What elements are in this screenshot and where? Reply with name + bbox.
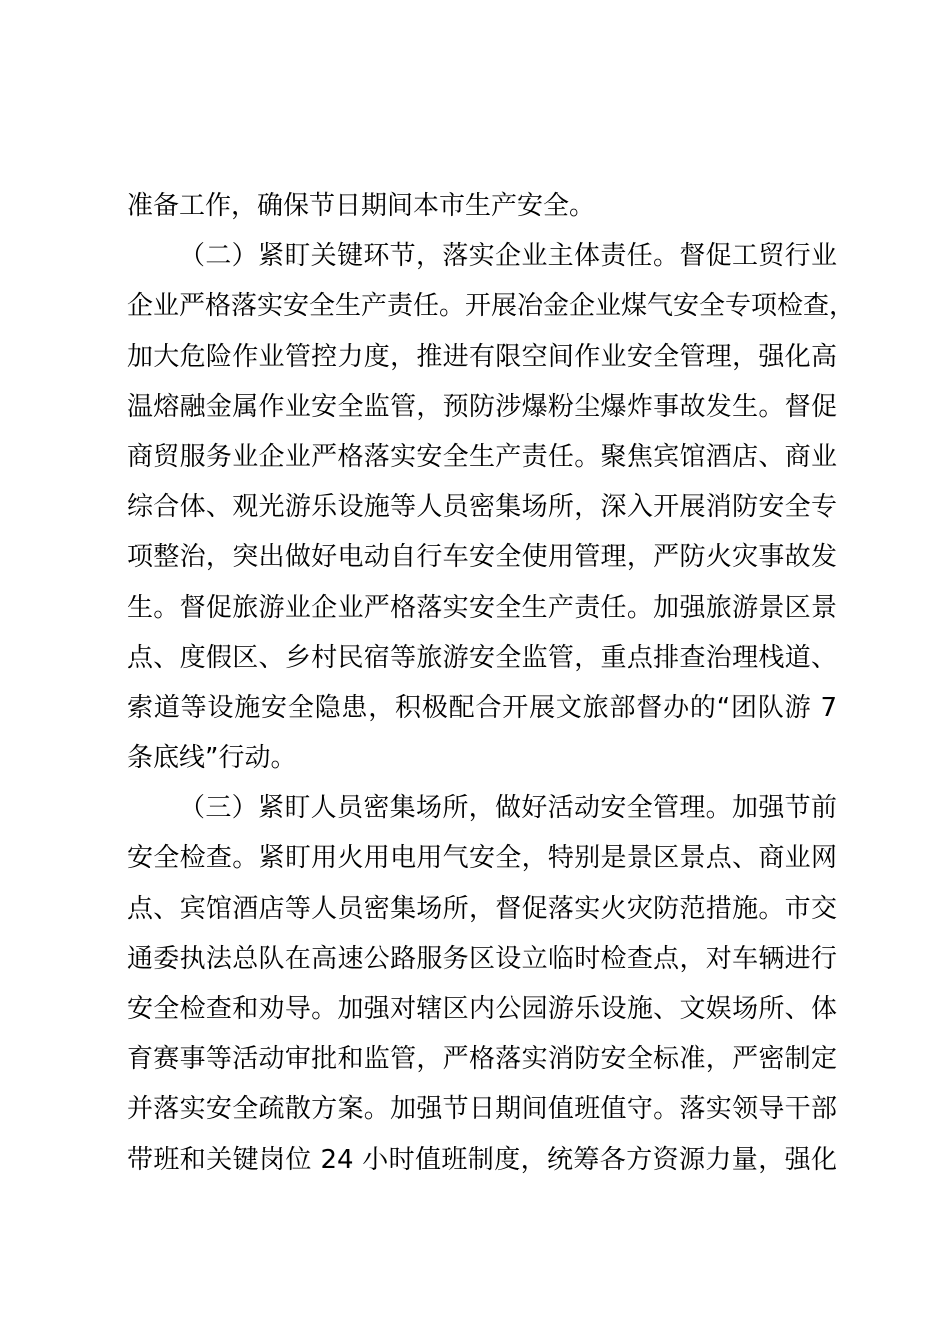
text-line: 点、度假区、乡村民宿等旅游安全监管，重点排查治理栈道、 — [127, 642, 837, 673]
text-line: 并落实安全疏散方案。加强节日期间值班值守。落实领导干部 — [127, 1094, 837, 1125]
text-line: 通委执法总队在高速公路服务区设立临时检查点，对车辆进行 — [127, 943, 837, 974]
text-line: 综合体、观光游乐设施等人员密集场所，深入开展消防安全专 — [127, 492, 837, 523]
text-line: 索道等设施安全隐患，积极配合开展文旅部督办的“团队游 7 — [127, 692, 837, 723]
text-line: 安全检查。紧盯用火用电用气安全，特别是景区景点、商业网 — [127, 843, 837, 874]
text-line: 商贸服务业企业严格落实安全生产责任。聚焦宾馆酒店、商业 — [127, 441, 837, 472]
text-line: 加大危险作业管控力度，推进有限空间作业安全管理，强化高 — [127, 341, 837, 372]
text-line: 安全检查和劝导。加强对辖区内公园游乐设施、文娱场所、体 — [127, 994, 837, 1024]
text-line: 准备工作，确保节日期间本市生产安全。 — [127, 191, 596, 221]
paragraph-heading-line: （三）紧盯人员密集场所，做好活动安全管理。加强节前 — [179, 793, 837, 824]
text-line: 育赛事等活动审批和监管，严格落实消防安全标准，严密制定 — [127, 1044, 837, 1075]
text-line: 温熔融金属作业安全监管，预防涉爆粉尘爆炸事故发生。督促 — [127, 391, 837, 422]
text-line: 生。督促旅游业企业严格落实安全生产责任。加强旅游景区景 — [127, 592, 837, 623]
text-line: 条底线”行动。 — [127, 743, 297, 774]
text-line: 点、宾馆酒店等人员密集场所，督促落实火灾防范措施。市交 — [127, 893, 837, 924]
text-line: 项整治，突出做好电动自行车安全使用管理，严防火灾事故发 — [127, 542, 837, 573]
body-text — [127, 181, 856, 1185]
text-line: 企业严格落实安全生产责任。开展冶金企业煤气安全专项检查， — [127, 291, 856, 322]
paragraph-heading-line: （二）紧盯关键环节，落实企业主体责任。督促工贸行业 — [179, 241, 837, 272]
text-line: 带班和关键岗位 24 小时值班制度，统筹各方资源力量，强化 — [127, 1144, 837, 1175]
